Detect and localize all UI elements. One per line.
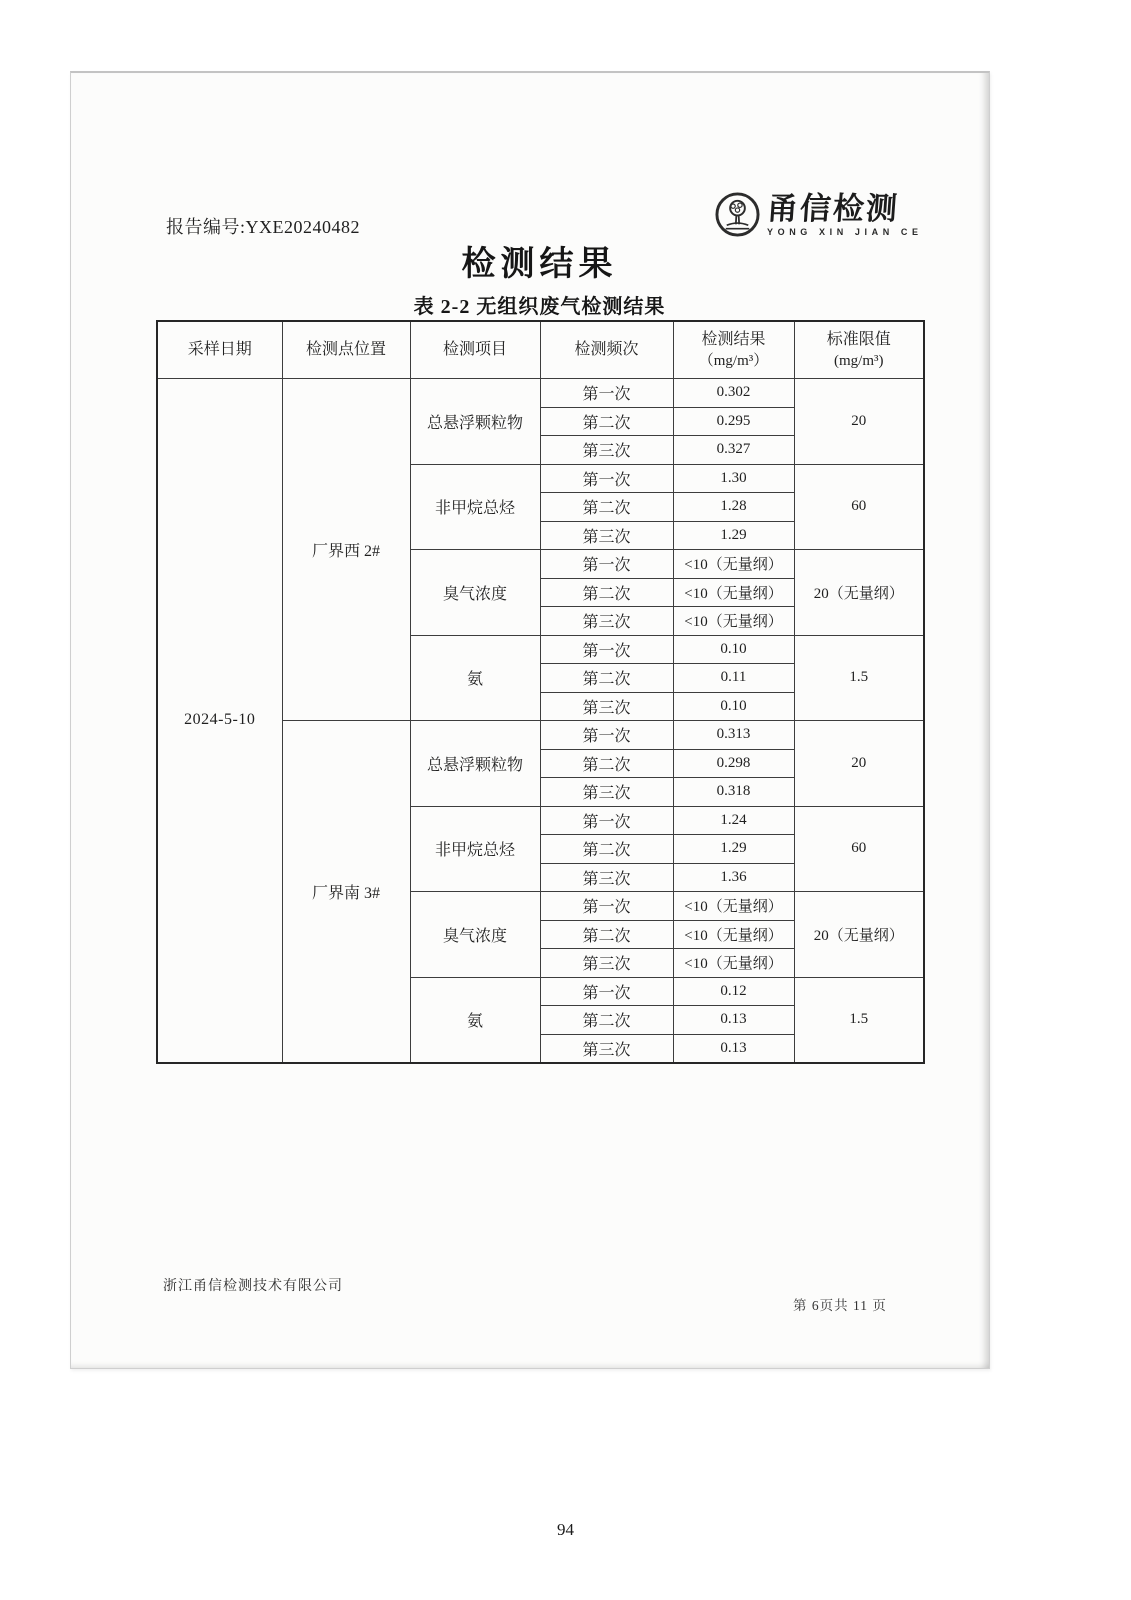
cell-frequency: 第一次 bbox=[540, 464, 673, 493]
result-row bbox=[157, 379, 924, 408]
cell-result: 1.36 bbox=[673, 863, 794, 892]
results-table-head-row bbox=[157, 321, 924, 379]
results-table-body bbox=[157, 379, 924, 1063]
cell-result: 0.327 bbox=[673, 436, 794, 465]
cell-result: <10（无量纲） bbox=[673, 920, 794, 949]
company-logo bbox=[714, 191, 923, 238]
cell-frequency: 第二次 bbox=[540, 578, 673, 607]
footer-page-indicator: 第 6页共 11 页 bbox=[793, 1298, 887, 1313]
cell-limit: 60 bbox=[794, 464, 924, 550]
cell-item: 非甲烷总烃 bbox=[410, 464, 540, 550]
cell-result: 1.24 bbox=[673, 806, 794, 835]
cell-frequency: 第三次 bbox=[540, 692, 673, 721]
cell-result: <10（无量纲） bbox=[673, 892, 794, 921]
cell-item: 总悬浮颗粒物 bbox=[410, 379, 540, 465]
cell-location: 厂界西 2# bbox=[282, 379, 410, 721]
cell-item: 臭气浓度 bbox=[410, 892, 540, 978]
cell-limit: 20 bbox=[794, 379, 924, 465]
cell-result: <10（无量纲） bbox=[673, 949, 794, 978]
cell-frequency: 第二次 bbox=[540, 1006, 673, 1035]
cell-item: 臭气浓度 bbox=[410, 550, 540, 636]
cell-item: 氨 bbox=[410, 977, 540, 1063]
tree-seal-icon bbox=[714, 191, 761, 238]
results-table bbox=[156, 320, 925, 1064]
cell-frequency: 第一次 bbox=[540, 892, 673, 921]
cell-frequency: 第二次 bbox=[540, 749, 673, 778]
page-title: 检测结果 bbox=[461, 246, 618, 283]
cell-item: 氨 bbox=[410, 635, 540, 721]
cell-item: 总悬浮颗粒物 bbox=[410, 721, 540, 807]
cell-location: 厂界南 3# bbox=[282, 721, 410, 1063]
cell-frequency: 第三次 bbox=[540, 863, 673, 892]
cell-sample-date: 2024-5-10 bbox=[157, 379, 282, 1063]
column-header: 检测项目 bbox=[410, 321, 540, 379]
cell-result: 0.10 bbox=[673, 635, 794, 664]
cell-frequency: 第一次 bbox=[540, 635, 673, 664]
cell-frequency: 第二次 bbox=[540, 664, 673, 693]
pdf-page-number: 94 bbox=[557, 1520, 574, 1539]
cell-limit: 20（无量纲） bbox=[794, 550, 924, 636]
cell-frequency: 第三次 bbox=[540, 436, 673, 465]
scanned-page bbox=[70, 71, 990, 1369]
column-header: 标准限值 (mg/m³) bbox=[794, 321, 924, 379]
cell-frequency: 第一次 bbox=[540, 721, 673, 750]
cell-result: 1.28 bbox=[673, 493, 794, 522]
logo-company-name-pinyin: YONG XIN JIAN CE bbox=[767, 226, 923, 237]
cell-frequency: 第三次 bbox=[540, 949, 673, 978]
cell-result: 0.11 bbox=[673, 664, 794, 693]
footer-company-name: 浙江甬信检测技术有限公司 bbox=[163, 1279, 343, 1294]
cell-frequency: 第三次 bbox=[540, 1034, 673, 1063]
cell-result: 0.10 bbox=[673, 692, 794, 721]
table-caption: 表 2-2 无组织废气检测结果 bbox=[413, 296, 666, 318]
cell-result: <10（无量纲） bbox=[673, 578, 794, 607]
cell-frequency: 第一次 bbox=[540, 977, 673, 1006]
column-header: 检测点位置 bbox=[282, 321, 410, 379]
cell-frequency: 第二次 bbox=[540, 407, 673, 436]
cell-result: 0.13 bbox=[673, 1034, 794, 1063]
cell-frequency: 第三次 bbox=[540, 778, 673, 807]
column-header: 检测结果 （mg/m³） bbox=[673, 321, 794, 379]
cell-result: <10（无量纲） bbox=[673, 550, 794, 579]
cell-result: 0.12 bbox=[673, 977, 794, 1006]
cell-frequency: 第二次 bbox=[540, 493, 673, 522]
cell-frequency: 第一次 bbox=[540, 550, 673, 579]
cell-limit: 1.5 bbox=[794, 977, 924, 1063]
cell-result: 1.30 bbox=[673, 464, 794, 493]
column-header: 检测频次 bbox=[540, 321, 673, 379]
cell-result: 1.29 bbox=[673, 521, 794, 550]
cell-result: <10（无量纲） bbox=[673, 607, 794, 636]
cell-result: 0.295 bbox=[673, 407, 794, 436]
cell-frequency: 第一次 bbox=[540, 379, 673, 408]
cell-result: 0.298 bbox=[673, 749, 794, 778]
cell-limit: 60 bbox=[794, 806, 924, 892]
cell-limit: 20（无量纲） bbox=[794, 892, 924, 978]
cell-frequency: 第三次 bbox=[540, 607, 673, 636]
cell-result: 1.29 bbox=[673, 835, 794, 864]
cell-result: 0.313 bbox=[673, 721, 794, 750]
cell-limit: 20 bbox=[794, 721, 924, 807]
report-number: 报告编号:YXE20240482 bbox=[166, 217, 360, 237]
cell-limit: 1.5 bbox=[794, 635, 924, 721]
logo-company-name: 甬信检测 bbox=[765, 190, 901, 226]
cell-result: 0.302 bbox=[673, 379, 794, 408]
cell-frequency: 第二次 bbox=[540, 920, 673, 949]
column-header: 采样日期 bbox=[157, 321, 282, 379]
cell-result: 0.318 bbox=[673, 778, 794, 807]
cell-item: 非甲烷总烃 bbox=[410, 806, 540, 892]
cell-result: 0.13 bbox=[673, 1006, 794, 1035]
cell-frequency: 第三次 bbox=[540, 521, 673, 550]
cell-frequency: 第二次 bbox=[540, 835, 673, 864]
cell-frequency: 第一次 bbox=[540, 806, 673, 835]
